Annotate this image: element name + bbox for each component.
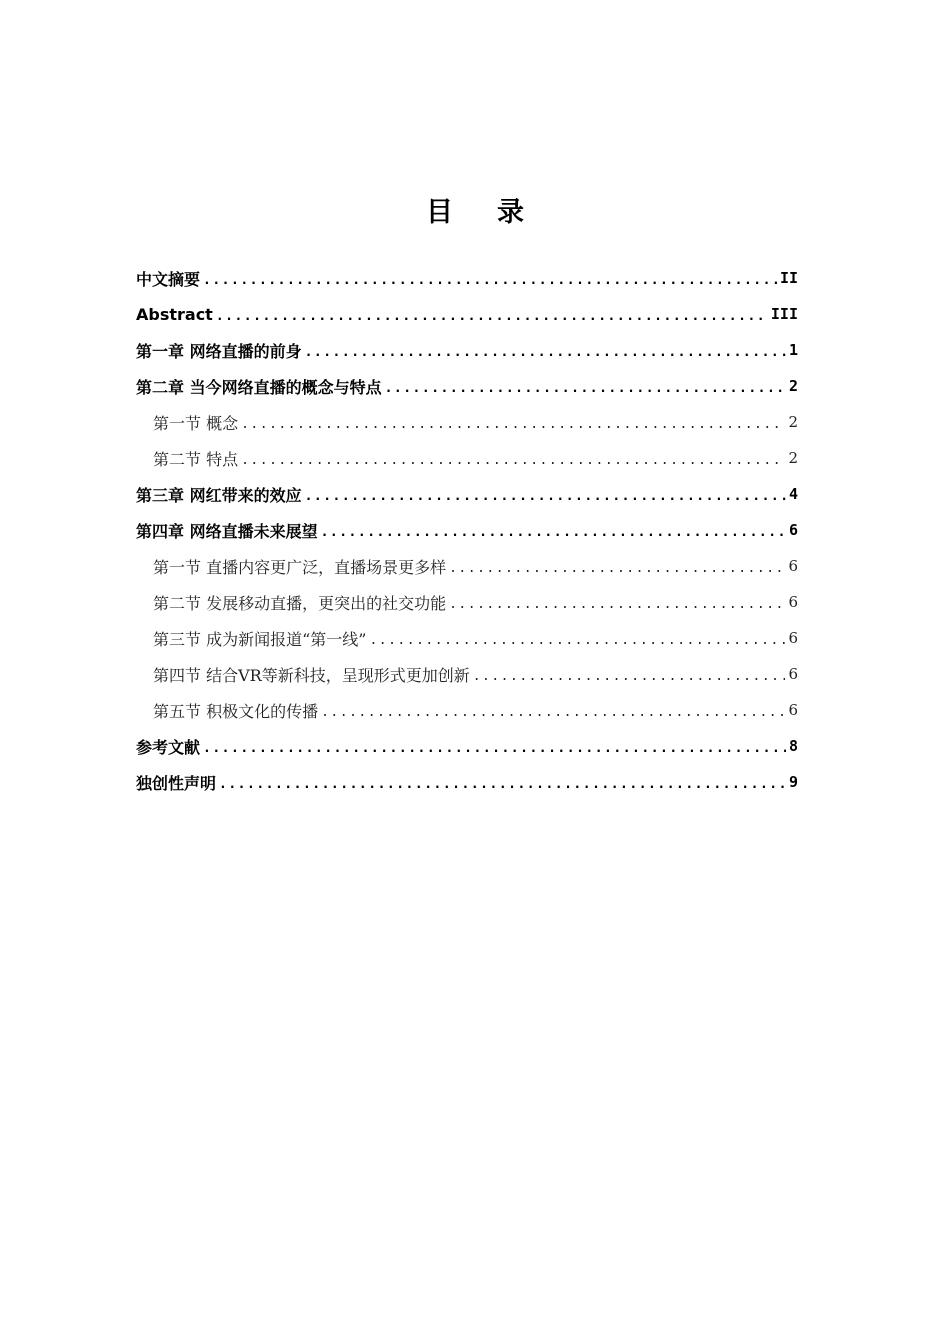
toc-page-number: 6: [788, 665, 798, 683]
toc-entry-label: 第五节 积极文化的传播: [153, 701, 319, 721]
toc-entry-label: 第四节 结合VR等新科技，呈现形式更加创新: [153, 665, 470, 685]
toc-entry-chapter-1[interactable]: [136, 332, 798, 368]
toc-leader-dots: [219, 776, 786, 794]
toc-leader-dots: [473, 668, 786, 686]
toc-entry-originality-statement[interactable]: [136, 764, 798, 800]
toc-entry-label: 第一章 网络直播的前身: [136, 341, 302, 361]
toc-entry-label: Abstract: [136, 304, 213, 324]
table-of-contents: [136, 260, 798, 800]
toc-entry-chapter-4-section-4[interactable]: [136, 656, 798, 692]
toc-leader-dots: [385, 380, 786, 398]
toc-leader-dots: [241, 416, 785, 434]
title-char-1: 目: [426, 197, 453, 228]
toc-leader-dots: [449, 596, 785, 614]
toc-leader-dots: [203, 740, 786, 758]
toc-entry-label: 中文摘要: [136, 269, 201, 289]
toc-entry-chapter-2[interactable]: [136, 368, 798, 404]
toc-entry-label: 第二节 发展移动直播，更突出的社交功能: [153, 593, 447, 613]
title-char-2: 录: [497, 197, 524, 228]
toc-entry-label: 第四章 网络直播未来展望: [136, 521, 318, 541]
toc-leader-dots: [216, 308, 768, 326]
toc-entry-chapter-4[interactable]: [136, 512, 798, 548]
toc-page-number: 6: [788, 629, 798, 647]
toc-entry-label: 第一节 直播内容更广泛，直播场景更多样: [153, 557, 447, 577]
toc-leader-dots: [305, 488, 786, 506]
toc-leader-dots: [369, 632, 785, 650]
toc-page-number: 2: [788, 413, 798, 431]
toc-entry-references[interactable]: [136, 728, 798, 764]
toc-entry-chapter-4-section-1[interactable]: [136, 548, 798, 584]
toc-entry-label: 第三章 网红带来的效应: [136, 485, 302, 505]
toc-entry-chapter-4-section-5[interactable]: [136, 692, 798, 728]
toc-entry-chapter-2-section-2[interactable]: [136, 440, 798, 476]
toc-entry-chapter-4-section-2[interactable]: [136, 584, 798, 620]
toc-entry-label: 第二节 特点: [153, 449, 239, 469]
toc-page-number: 2: [788, 377, 798, 395]
toc-entry-abstract-zh[interactable]: [136, 260, 798, 296]
toc-page-number: 4: [788, 485, 798, 503]
toc-page-number: 8: [788, 737, 798, 755]
toc-entry-label: 第二章 当今网络直播的概念与特点: [136, 377, 382, 397]
toc-entry-label: 第一节 概念: [153, 413, 239, 433]
toc-entry-chapter-3[interactable]: [136, 476, 798, 512]
toc-page-number: 9: [788, 773, 798, 791]
toc-page-number: II: [779, 269, 798, 287]
toc-entry-label: 第三节 成为新闻报道“第一线”: [153, 629, 367, 649]
toc-entry-chapter-4-section-3[interactable]: [136, 620, 798, 656]
toc-entry-label: 独创性声明: [136, 773, 217, 793]
toc-page-number: 2: [788, 449, 798, 467]
toc-leader-dots: [321, 524, 786, 542]
toc-leader-dots: [203, 272, 777, 290]
toc-page-number: 6: [788, 557, 798, 575]
page-title: [0, 190, 950, 229]
toc-entry-label: 参考文献: [136, 737, 201, 757]
toc-leader-dots: [241, 452, 785, 470]
toc-leader-dots: [449, 560, 785, 578]
toc-page-number: 6: [788, 701, 798, 719]
toc-page-number: 1: [788, 341, 798, 359]
toc-leader-dots: [321, 704, 785, 722]
toc-page-number: III: [770, 305, 798, 323]
toc-leader-dots: [305, 344, 786, 362]
toc-page-number: 6: [788, 521, 798, 539]
toc-page-number: 6: [788, 593, 798, 611]
toc-entry-chapter-2-section-1[interactable]: [136, 404, 798, 440]
toc-entry-abstract-en[interactable]: [136, 296, 798, 332]
